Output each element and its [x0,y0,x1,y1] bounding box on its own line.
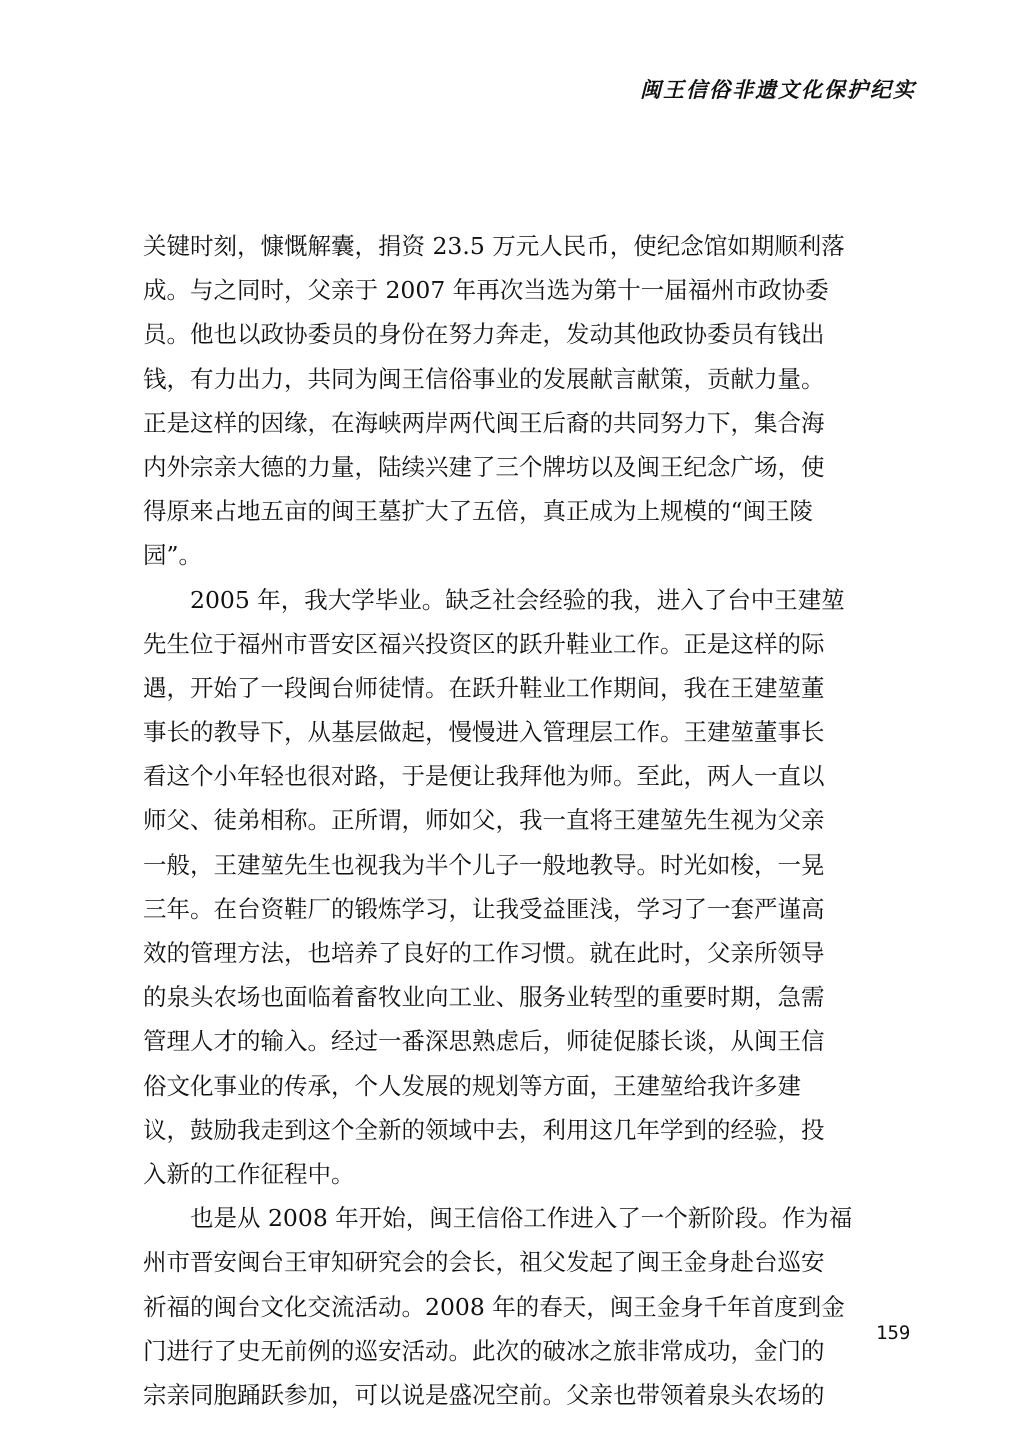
text-line: 入新的工作征程中。 [143,1159,355,1188]
text-line: 祈福的闽台文化交流活动。2008 年的春天，闽王金身千年首度到金 [143,1292,845,1321]
text-line: 先生位于福州市晋安区福兴投资区的跃升鞋业工作。正是这样的际 [143,629,825,658]
text-line: 师父、徒弟相称。正所谓，师如父，我一直将王建堃先生视为父亲 [143,806,825,835]
page-number: 159 [876,1322,911,1344]
text-line: 园”。 [143,541,203,570]
text-line: 也是从 2008 年开始，闽王信俗工作进入了一个新阶段。作为福 [143,1204,853,1233]
text-line: 看这个小年轻也很对路，于是便让我拜他为师。至此，两人一直以 [143,762,825,791]
text-line: 得原来占地五亩的闽王墓扩大了五倍，真正成为上规模的“闽王陵 [143,497,814,526]
text-line: 正是这样的因缘，在海峡两岸两代闽王后裔的共同努力下，集合海 [143,408,825,437]
text-line: 的泉头农场也面临着畜牧业向工业、服务业转型的重要时期，急需 [143,983,825,1012]
text-line: 遇，开始了一段闽台师徒情。在跃升鞋业工作期间，我在王建堃董 [143,673,825,702]
body-text [143,224,883,1417]
text-line: 管理人才的输入。经过一番深思熟虑后，师徒促膝长谈，从闽王信 [143,1027,825,1056]
text-line: 钱，有力出力，共同为闽王信俗事业的发展献言献策，贡献力量。 [143,364,825,393]
text-line: 关键时刻，慷慨解囊，捐资 23.5 万元人民币，使纪念馆如期顺利落 [143,232,845,260]
text-line: 效的管理方法，也培养了良好的工作习惯。就在此时，父亲所领导 [143,939,825,967]
text-line: 宗亲同胞踊跃参加，可以说是盛况空前。父亲也带领着泉头农场的 [143,1380,825,1409]
text-line: 内外宗亲大德的力量，陆续兴建了三个牌坊以及闽王纪念广场，使 [143,452,825,481]
text-line: 一般，王建堃先生也视我为半个儿子一般地教导。时光如梭，一晃 [143,850,825,879]
text-line: 事长的教导下，从基层做起，慢慢进入管理层工作。王建堃董事长 [143,718,825,747]
running-header: 闽王信俗非遗文化保护纪实 [640,78,916,102]
text-line: 门进行了史无前例的巡安活动。此次的破冰之旅非常成功，金门的 [143,1336,825,1365]
text-line: 成。与之同时，父亲于 2007 年再次当选为第十一届福州市政协委 [143,276,829,305]
text-line: 三年。在台资鞋厂的锻炼学习，让我受益匪浅，学习了一套严谨高 [143,894,825,923]
text-line: 议，鼓励我走到这个全新的领域中去，利用这几年学到的经验，投 [143,1115,825,1144]
text-line: 州市晋安闽台王审知研究会的会长，祖父发起了闽王金身赴台巡安 [143,1248,825,1277]
text-line: 员。他也以政协委员的身份在努力奔走，发动其他政协委员有钱出 [143,320,825,349]
text-line: 2005 年，我大学毕业。缺乏社会经验的我，进入了台中王建堃 [143,585,845,614]
text-line: 俗文化事业的传承，个人发展的规划等方面，王建堃给我许多建 [143,1071,801,1100]
